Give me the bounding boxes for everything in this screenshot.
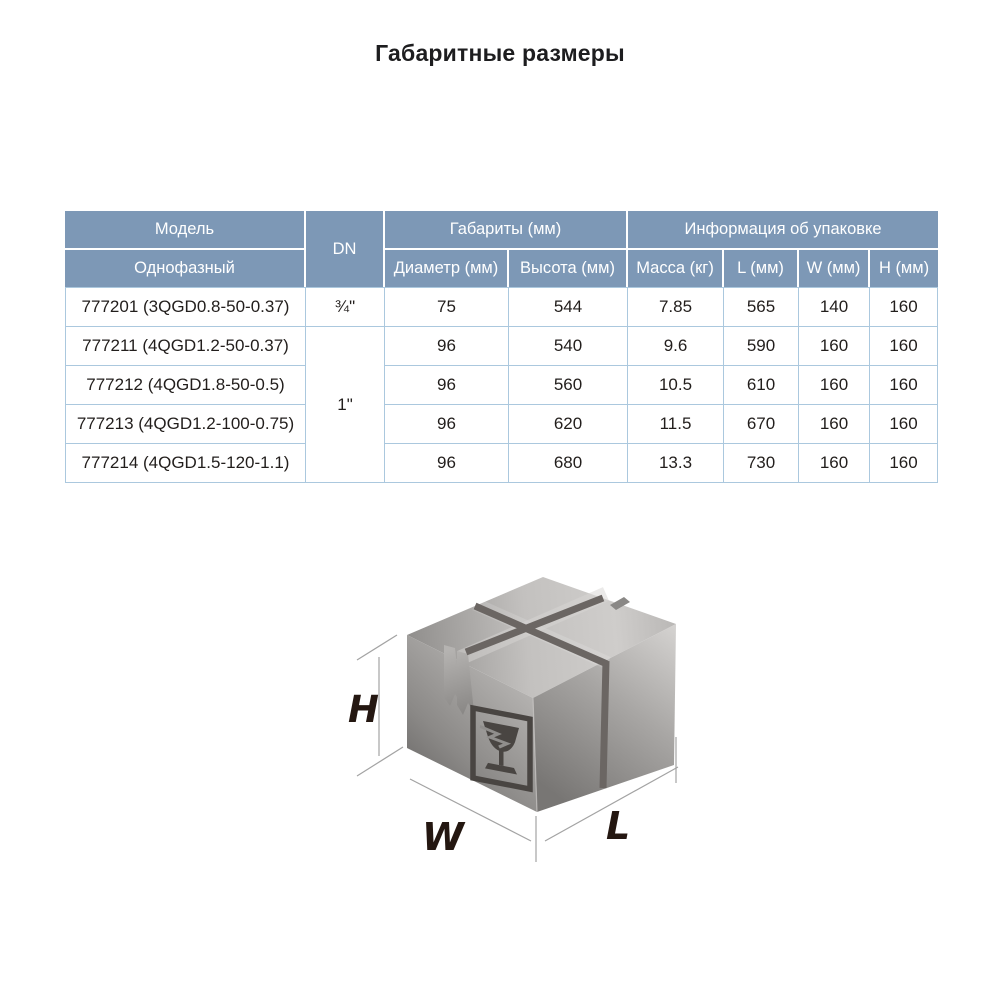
- cell-model: 777211 (4QGD1.2-50-0.37): [65, 327, 306, 366]
- l-dimension-label: L: [606, 804, 631, 848]
- dimensions-table-wrap: [65, 211, 938, 483]
- cell-model: 777201 (3QGD0.8-50-0.37): [65, 287, 306, 327]
- cell-h: 160: [870, 327, 938, 366]
- cell-h: 160: [870, 444, 938, 483]
- h-dimension-label: H: [348, 688, 379, 731]
- glass-stem: [499, 750, 504, 766]
- header-col-l: L (мм): [724, 250, 799, 287]
- table-row: [65, 444, 938, 483]
- page-title: Габаритные размеры: [375, 40, 625, 66]
- cell-l: 610: [724, 366, 799, 405]
- cell-dn: ¾": [306, 287, 385, 327]
- header-dimensions-group: Габариты (мм): [385, 211, 628, 250]
- cell-h: 160: [870, 366, 938, 405]
- cell-model: 777213 (4QGD1.2-100-0.75): [65, 405, 306, 444]
- header-col-height: Высота (мм): [509, 250, 628, 287]
- table-row: [65, 405, 938, 444]
- cell-height: 680: [509, 444, 628, 483]
- header-packaging-group: Информация об упаковке: [628, 211, 938, 250]
- cell-l: 590: [724, 327, 799, 366]
- header-col-diameter: Диаметр (мм): [385, 250, 509, 287]
- cell-w: 160: [799, 366, 870, 405]
- header-col-mass: Масса (кг): [628, 250, 724, 287]
- cell-w: 140: [799, 287, 870, 327]
- packing-strap-1-side: [603, 661, 606, 788]
- cell-dn-merged: 1": [306, 327, 385, 483]
- cell-mass: 7.85: [628, 287, 724, 327]
- header-model: Модель: [65, 211, 306, 250]
- header-row-groups: [65, 211, 938, 250]
- cell-mass: 11.5: [628, 405, 724, 444]
- cell-mass: 13.3: [628, 444, 724, 483]
- cell-w: 160: [799, 444, 870, 483]
- cell-h: 160: [870, 405, 938, 444]
- cell-l: 565: [724, 287, 799, 327]
- cell-height: 544: [509, 287, 628, 327]
- w-dimension-label: W: [422, 815, 464, 859]
- table-row: [65, 287, 938, 327]
- cell-height: 560: [509, 366, 628, 405]
- h-extension-bottom: [357, 747, 403, 776]
- header-model-sub: Однофазный: [65, 250, 306, 287]
- cell-model: 777214 (4QGD1.5-120-1.1): [65, 444, 306, 483]
- cell-diameter: 96: [385, 366, 509, 405]
- cell-mass: 10.5: [628, 366, 724, 405]
- table-row: [65, 327, 938, 366]
- cell-diameter: 75: [385, 287, 509, 327]
- cell-w: 160: [799, 327, 870, 366]
- cell-l: 670: [724, 405, 799, 444]
- cell-l: 730: [724, 444, 799, 483]
- header-row-columns: [65, 250, 938, 287]
- h-extension-top: [357, 635, 397, 660]
- header-col-h: H (мм): [870, 250, 938, 287]
- cell-h: 160: [870, 287, 938, 327]
- header-dn: DN: [306, 211, 385, 287]
- packaging-box-illustration: [340, 560, 710, 880]
- table-row: [65, 366, 938, 405]
- cell-diameter: 96: [385, 327, 509, 366]
- cell-height: 540: [509, 327, 628, 366]
- header-col-w: W (мм): [799, 250, 870, 287]
- cell-mass: 9.6: [628, 327, 724, 366]
- dimensions-table: [65, 211, 938, 483]
- cell-w: 160: [799, 405, 870, 444]
- cell-diameter: 96: [385, 444, 509, 483]
- cell-height: 620: [509, 405, 628, 444]
- cell-model: 777212 (4QGD1.8-50-0.5): [65, 366, 306, 405]
- cell-diameter: 96: [385, 405, 509, 444]
